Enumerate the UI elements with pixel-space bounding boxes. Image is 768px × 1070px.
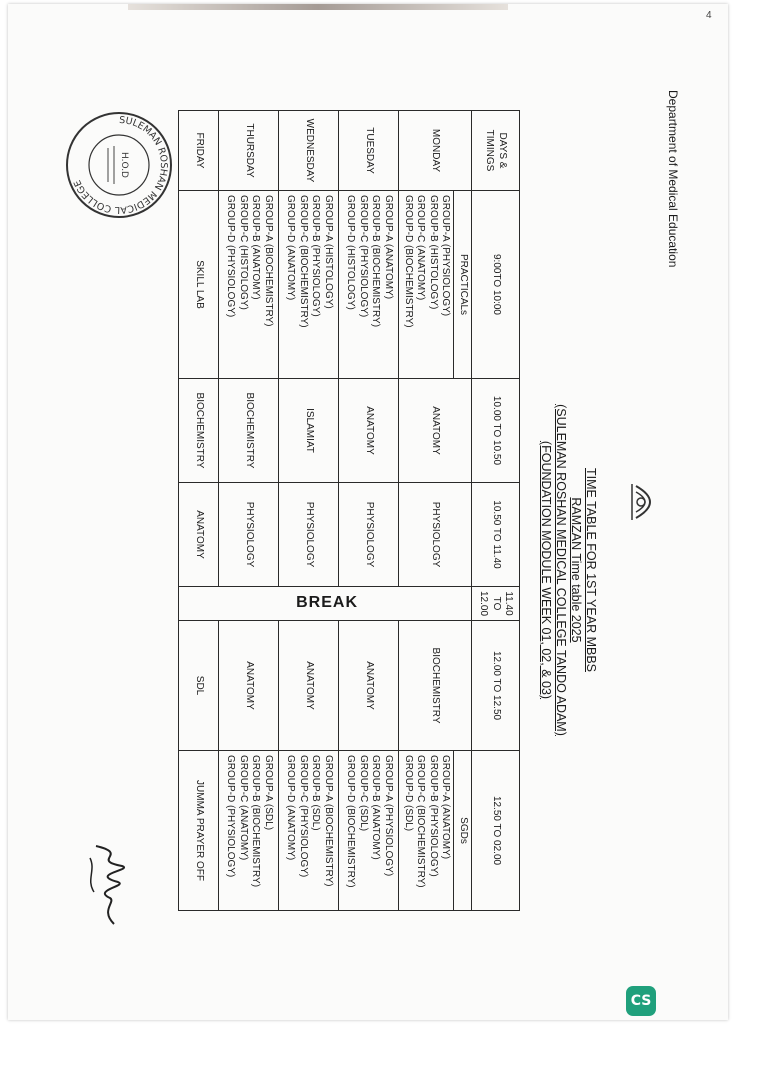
sgd-group-line: GROUP-A (BIOCHEMISTRY) [323, 755, 334, 887]
slot5-cell: SDL [179, 621, 219, 751]
practical-group-line: GROUP-B (ANATOMY) [250, 195, 262, 300]
sgd-group-line: GROUP-B (BIOCHEMISTRY) [250, 755, 262, 888]
sgd-group-line: GROUP-C (ANATOMY) [238, 755, 249, 861]
sgds-cell [339, 751, 399, 911]
slot5-cell: ANATOMY [279, 621, 339, 751]
practicals-cell [219, 191, 279, 379]
slot2-cell: ANATOMY [399, 379, 472, 483]
stamp-inner-text: H.O.D [119, 152, 129, 178]
practical-group-line: GROUP-B (HISTOLOGY) [428, 195, 439, 310]
title-line-1: TIME TABLE FOR 1ST YEAR MBBS [584, 468, 598, 672]
rotated-timetable-sheet [40, 70, 680, 1070]
column-header-slot5: 12.00 TO 12.50 [472, 621, 520, 751]
day-cell: THURSDAY [219, 111, 279, 191]
practical-group-line: GROUP-A (BIOCHEMISTRY) [263, 195, 274, 327]
practicals-cell [399, 191, 472, 379]
day-cell: WEDNESDAY [279, 111, 339, 191]
sgd-group-line: GROUP-C (BIOCHEMISTRY) [415, 755, 427, 888]
practical-group-line: GROUP-C (HISTOLOGY) [238, 195, 249, 310]
title-line-4: (FOUNDATION MODULE WEEK 01, 02, & 03) [539, 440, 553, 700]
practical-group-line: GROUP-B (PHYSIOLOGY) [310, 195, 322, 317]
practical-group-line: GROUP-A (PHYSIOLOGY) [440, 195, 452, 317]
practical-group-line: GROUP-C (BIOCHEMISTRY) [298, 195, 309, 328]
sgd-group-line: GROUP-D (ANATOMY) [285, 755, 297, 861]
break-label: BREAK [296, 594, 359, 612]
practical-group-line: GROUP-D (ANATOMY) [285, 195, 297, 301]
practicals-cell [179, 191, 219, 379]
slot2-cell: BIOCHEMISTRY [179, 379, 219, 483]
corner-mark: 4 [706, 10, 712, 21]
practical-group-line: GROUP-C (PHYSIOLOGY) [358, 195, 369, 318]
sgds-subheader: SGDs [454, 751, 472, 910]
practical-group-line: GROUP-A (ANATOMY) [383, 195, 394, 300]
column-header-days: DAYS & TIMINGS [472, 111, 520, 191]
practical-group-line: SKILL LAB [194, 260, 206, 309]
department-label: Department of Medical Education [666, 90, 680, 268]
column-header-break: 11.40 TO 12.00 [472, 587, 520, 621]
slot5-cell: ANATOMY [339, 621, 399, 751]
sgd-group-line: GROUP-D (SDL) [403, 755, 414, 832]
column-header-slot6: 12.50 TO 02.00 [472, 751, 520, 911]
break-cell [179, 587, 472, 621]
practical-group-line: GROUP-D (HISTOLOGY) [345, 195, 357, 310]
practicals-cell [279, 191, 339, 379]
slot2-cell: ANATOMY [339, 379, 399, 483]
stamp-ring-text: SULEMAN ROSHAN MEDICAL COLLEGE [72, 114, 170, 216]
practicals-subheader: PRACTICALs [454, 191, 472, 378]
column-header-slot2: 10.00 TO 10.50 [472, 379, 520, 483]
practicals-cell [339, 191, 399, 379]
sgd-group-line: GROUP-C (PHYSIOLOGY) [298, 755, 309, 878]
sgd-group-line: GROUP-C (SDL) [358, 755, 369, 832]
practical-group-line: GROUP-D (PHYSIOLOGY) [225, 195, 237, 318]
sgds-cell [399, 751, 472, 911]
sgd-group-line: GROUP-B (ANATOMY) [370, 755, 382, 860]
college-logo-icon [626, 480, 666, 524]
practical-group-line: GROUP-C (ANATOMY) [415, 195, 427, 301]
timetable-table [179, 110, 521, 911]
table-row [399, 111, 472, 911]
sgd-group-line: GROUP-A (ANATOMY) [440, 755, 452, 860]
college-stamp [64, 110, 174, 220]
title-line-2: RAMZAN Time table 2025 [569, 497, 583, 643]
table-row [339, 111, 399, 911]
slot2-cell: BIOCHEMISTRY [219, 379, 279, 483]
slot3-cell: PHYSIOLOGY [219, 483, 279, 587]
slot5-cell: BIOCHEMISTRY [399, 621, 472, 751]
sgd-group-line: GROUP-A (SDL) [263, 755, 274, 831]
sgd-group-line: GROUP-D (PHYSIOLOGY) [225, 755, 237, 878]
slot5-cell: ANATOMY [219, 621, 279, 751]
slot2-cell: ISLAMIAT [279, 379, 339, 483]
column-header-slot1: 9:00TO 10:00 [472, 191, 520, 379]
slot3-cell: ANATOMY [179, 483, 219, 587]
sgds-cell [279, 751, 339, 911]
sgd-group-line: GROUP-B (SDL) [310, 755, 322, 831]
practical-group-line: GROUP-B (BIOCHEMISTRY) [370, 195, 382, 328]
sgd-group-line: GROUP-B (PHYSIOLOGY) [428, 755, 439, 877]
sgds-cell [219, 751, 279, 911]
slot3-cell: PHYSIOLOGY [399, 483, 472, 587]
slot3-cell: PHYSIOLOGY [279, 483, 339, 587]
header-row [472, 111, 520, 911]
sgd-group-line: GROUP-D (BIOCHEMISTRY) [345, 755, 357, 888]
day-cell: TUESDAY [339, 111, 399, 191]
sgd-group-line: GROUP-A (PHYSIOLOGY) [383, 755, 394, 877]
slot3-cell: PHYSIOLOGY [339, 483, 399, 587]
signature-mark [80, 840, 140, 930]
sgds-cell [179, 751, 219, 911]
camscanner-badge-icon: CS [626, 986, 656, 1016]
sgd-group-line: JUMMA PRAYER OFF [194, 780, 206, 881]
timetable-title-block [538, 70, 598, 1070]
column-header-slot3: 10.50 TO 11.40 [472, 483, 520, 587]
title-line-3: (SULEMAN ROSHAN MEDICAL COLLEGE TANDO ADAM) [554, 404, 568, 736]
top-edge-shadow [128, 4, 508, 10]
table-row [179, 111, 219, 911]
day-cell: MONDAY [399, 111, 472, 191]
practical-group-line: GROUP-A (HISTOLOGY) [323, 195, 334, 309]
table-row [219, 111, 279, 911]
table-row [279, 111, 339, 911]
practical-group-line: GROUP-D (BIOCHEMISTRY) [403, 195, 414, 328]
day-cell: FRIDAY [179, 111, 219, 191]
